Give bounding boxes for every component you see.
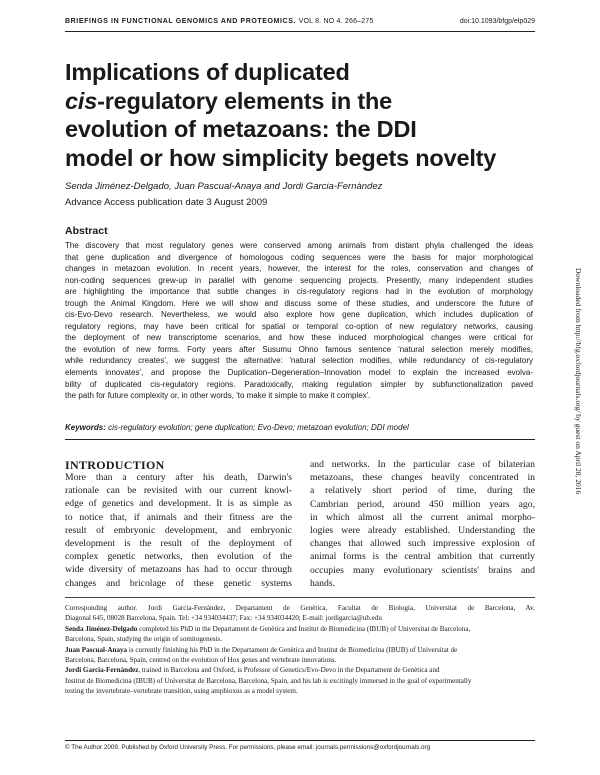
abstract-line: cis-Evo-Devo research. Nevertheless, we would also explore how gene duplication, which includes duplication of (65, 310, 533, 320)
running-header (65, 18, 535, 30)
abstract-line: The discovery that most regulatory genes were conserved among animals from distant phyla challenged the ideas (65, 241, 533, 250)
doi[interactable]: doi:10.1093/bfgp/elp029 (459, 18, 535, 25)
body-line: a relatively short period of time, during the (310, 485, 535, 497)
body-column-left (65, 471, 292, 590)
body-line: changes and bricolage of these genetic systems (65, 577, 292, 589)
abstract-line: are highlighting the importance that subtle changes in cis-regulatory regions had in the evolution of morphology (65, 287, 533, 297)
bio-line: Barcelona, Barcelona, Spain, centred on the evolution of Hox genes and vertebrate innovations. (65, 656, 337, 665)
header-rule (65, 31, 535, 32)
bio-line: Institut de Biomedicina (IBUB) of Universitat de Barcelona, Barcelona, Spain, and his lab is excitingly immersed in the goal of experimentally (65, 676, 472, 685)
abstract-body (65, 240, 533, 402)
abstract-line: the evolution of new forms. Forty years after Susumu Ohno famous sentence 'natural selection merely modifies, (65, 344, 533, 354)
article-title (65, 58, 545, 172)
bio-name: Jordi Garcia-Fernàndez (65, 666, 139, 675)
section-heading-introduction: INTRODUCTION (65, 458, 165, 472)
bio-line: Senda Jiménez-Delgado completed his PhD in the Departament de Genètica and Institut de Biomedicina (IBUB) of Universitat de Barcelona, (65, 624, 471, 633)
body-line: More than a century after his death, Darwin's (65, 472, 292, 483)
footer-rule (65, 740, 535, 741)
body-line: in which almost all the current animal morpho- (310, 511, 535, 523)
body-line: changes that allowed such impressive explosion of (310, 538, 535, 550)
title-line: Implications of duplicated (65, 59, 350, 85)
body-line: and networks. In the particular case of bilaterian (310, 459, 535, 470)
abstract-line: while redundancy creates', we suggest the alternative: 'natural selection modifies, while redundancy of cis-regulatory (65, 356, 533, 366)
abstract-line: regulatory regions, may have been critical for spatial or temporal co-option of new regulatory networks, causing (65, 321, 533, 331)
body-line: Cambrian period, around 450 million years ago, (310, 498, 535, 510)
abstract-line: changes in metazoan evolution. In recent years, however, the interest for the roles, conservation and changes of (65, 264, 533, 274)
bio-line: Barcelona, Spain, studying the origin of somitogenesis. (65, 635, 223, 644)
title-line: cis-regulatory elements in the (65, 87, 393, 114)
body-line: occupies many evolutionary scientists' brains and (310, 564, 535, 576)
bio-line: Jordi Garcia-Fernàndez, trained in Barcelona and Oxford, is Professor of Genetics/Evo-Devo in the Departament de Genètica and (65, 666, 440, 675)
body-line: metazoans, these changes heavily concentrated in (310, 472, 535, 484)
body-line: hands. (310, 577, 336, 589)
body-line: animal forms is the central ambition that currently (310, 551, 535, 563)
abstract-heading: Abstract (65, 225, 108, 237)
body-line: complex genetic networks, then evolution of the (65, 551, 292, 563)
bio-line: Juan Pascual-Anaya is currently finishing his PhD in the Departament de Genètica and Institut de Biomedicina (IBUB) of Universitat de (65, 645, 458, 654)
body-line: rationale can be revisited with our current knowl- (65, 485, 292, 497)
footnote-line: Corresponding author. Jordi Garcia-Fernàndez, Departament de Genètica, Facultat de Biologia, Universitat de Barcelona, Av. (65, 604, 535, 612)
abstract-line: the deployment of new transcriptome scenarios, and how these induced morphological changes were critical for (65, 333, 533, 343)
body-line: logies were already established. Understanding the (310, 525, 535, 537)
download-watermark: Downloaded from http://bfg.oxfordjournals.org/ by guest on April 28, 2016 (574, 268, 583, 495)
footnote-line: Diagonal 645, 08028 Barcelona, Spain. Tel: +34 934034437; Fax: +34 934034420; E-mail: jordigarcia@ub.edu (65, 614, 382, 623)
abstract-line: bility of duplicated cis-regulatory regions. Paradoxically, making regulation simpler by subfunctionalization paved (65, 379, 533, 389)
keywords-text: cis-regulatory evolution; gene duplication; Evo-Devo; metazoan evolution; DDI model (108, 423, 409, 432)
abstract-line: the path for future complexity or, in other words, 'to make it simple to make it complex'. (65, 391, 371, 401)
body-line: development is the result of the deployment of (65, 538, 292, 550)
footnotes (65, 603, 535, 697)
abstract-line: non-coding sequences grew-up in parallel with genome sequencing projects. Presently, many independent studies (65, 275, 533, 285)
publication-date: Advance Access publication date 3 August 2009 (65, 197, 268, 208)
bio-name: Senda Jiménez-Delgado (65, 624, 138, 633)
body-line: result of embryonic development, and embryonic (65, 524, 292, 536)
bio-name: Juan Pascual-Anaya (65, 645, 128, 654)
title-italic-word: cis (65, 87, 98, 114)
bio-line: testing the invertebrate–vertebrate transition, using amphioxus as a model system. (65, 687, 298, 696)
journal-name: BRIEFINGS IN FUNCTIONAL GENOMICS AND PROTEOMICS. VOL 8. NO 4. 266–275 (65, 18, 374, 25)
body-column-right (310, 458, 535, 590)
keywords-label: Keywords: (65, 423, 106, 432)
author-list: Senda Jiménez-Delgado, Juan Pascual-Anaya and Jordi Garcia-Fernàndez (65, 181, 383, 192)
body-line: edge of genetics and development. It is as simple as (65, 498, 292, 510)
abstract-line: trough the Animal Kingdom. Here we will show and discuss some of these studies, and underscore the future of (65, 298, 533, 308)
footnote-rule (65, 597, 535, 598)
body-line: to notice that, if animals and their fitness are the (65, 511, 292, 523)
body-line: wide diversity of metazoans has had to occur through (65, 564, 292, 576)
keywords-rule (65, 439, 535, 440)
abstract-line: elements innovates', and propose the Duplication–Degeneration–Innovation model to explain the increased evolva- (65, 368, 533, 378)
copyright-notice: © The Author 2009. Published by Oxford University Press. For permissions, please email: journals.permissions@oxfordjournals.org (65, 744, 431, 751)
keywords (65, 423, 409, 432)
abstract-line: that gene duplication and divergence of homologous coding sequences were the basis for major morphological (65, 252, 533, 262)
title-line: model or how simplicity begets novelty (65, 144, 497, 171)
volume-info: VOL 8. NO 4. 266–275 (298, 18, 374, 25)
title-line: evolution of metazoans: the DDI (65, 116, 417, 142)
